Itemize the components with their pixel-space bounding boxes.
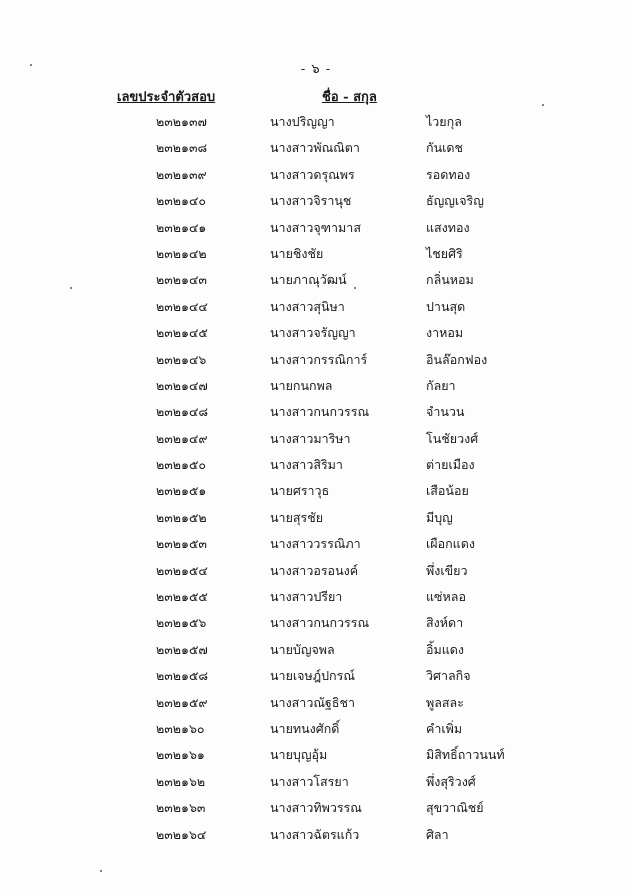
first-name-cell: นางสาวกรรณิการ์ bbox=[270, 351, 368, 367]
scan-speck bbox=[70, 287, 72, 289]
table-row bbox=[0, 377, 632, 403]
table-row bbox=[0, 773, 632, 799]
table-row bbox=[0, 614, 632, 640]
table-row bbox=[0, 139, 632, 165]
exam-id-cell: ๒๓๒๑๓๘ bbox=[156, 140, 208, 156]
table-row bbox=[0, 641, 632, 667]
exam-id-cell: ๒๓๒๑๕๘ bbox=[156, 668, 209, 684]
first-name-cell: นายบุญอุ้ม bbox=[270, 747, 328, 763]
last-name-cell: กันเดช bbox=[426, 140, 463, 156]
last-name-cell: จำนวน bbox=[426, 404, 465, 420]
table-row bbox=[0, 192, 632, 218]
table-row bbox=[0, 562, 632, 588]
last-name-cell: ธัญญเจริญ bbox=[426, 193, 484, 209]
first-name-cell: นางสาวจรัญญา bbox=[270, 325, 356, 341]
table-row bbox=[0, 113, 632, 139]
last-name-cell: แสงทอง bbox=[426, 219, 470, 235]
first-name-cell: นางสาวณัฐธิชา bbox=[270, 694, 355, 710]
scan-speck bbox=[354, 287, 356, 289]
last-name-cell: คำเพิ่ม bbox=[426, 720, 463, 736]
table-row bbox=[0, 324, 632, 350]
first-name-cell: นายสุรชัย bbox=[270, 509, 324, 525]
first-name-cell: นางสาวอรอนงค์ bbox=[270, 562, 359, 578]
exam-id-cell: ๒๓๒๑๔๓ bbox=[156, 272, 207, 288]
exam-id-cell: ๒๓๒๑๕๐ bbox=[156, 457, 207, 473]
last-name-cell: อินล๊อกฟอง bbox=[426, 351, 488, 367]
first-name-cell: นางสาวสิริมา bbox=[270, 457, 343, 473]
scan-speck bbox=[30, 64, 32, 66]
first-name-cell: นางสาวโสรยา bbox=[270, 773, 349, 789]
exam-id-cell: ๒๓๒๑๕๓ bbox=[156, 536, 207, 552]
first-name-cell: นายบัญจพล bbox=[270, 641, 335, 657]
exam-id-cell: ๒๓๒๑๖๓ bbox=[156, 800, 206, 816]
exam-id-cell: ๒๓๒๑๔๕ bbox=[156, 325, 208, 341]
last-name-cell: ต่ายเมือง bbox=[426, 457, 475, 473]
last-name-cell: พึ่งเขียว bbox=[426, 562, 468, 578]
first-name-cell: นายภาณุวัฒน์ bbox=[270, 272, 347, 288]
last-name-cell: สิงห์ดา bbox=[426, 615, 464, 631]
table-row bbox=[0, 720, 632, 746]
last-name-cell: เผือกแดง bbox=[426, 536, 475, 552]
first-name-cell: นายศราวุธ bbox=[270, 483, 330, 499]
last-name-cell: เสือน้อย bbox=[426, 483, 469, 499]
header-full-name: ชื่อ - สกุล bbox=[322, 90, 377, 105]
exam-id-cell: ๒๓๒๑๔๑ bbox=[156, 219, 207, 235]
last-name-cell: กลิ่นหอม bbox=[426, 272, 474, 288]
first-name-cell: นางสาวจิรานุช bbox=[270, 193, 352, 209]
exam-id-cell: ๒๓๒๑๔๒ bbox=[156, 245, 207, 261]
exam-id-cell: ๒๓๒๑๕๕ bbox=[156, 589, 208, 605]
table-row bbox=[0, 403, 632, 429]
table-row bbox=[0, 298, 632, 324]
last-name-cell: แซ่หลอ bbox=[426, 589, 466, 605]
last-name-cell: ปานสุด bbox=[426, 298, 466, 314]
exam-id-cell: ๒๓๒๑๕๒ bbox=[156, 509, 207, 525]
first-name-cell: นายเจษฎ์ปกรณ์ bbox=[270, 668, 355, 684]
first-name-cell: นางสาวพัณณิตา bbox=[270, 140, 360, 156]
last-name-cell: รอดทอง bbox=[426, 166, 471, 182]
last-name-cell: สุขวาณิชย์ bbox=[426, 800, 484, 816]
exam-id-cell: ๒๓๒๑๔๗ bbox=[156, 377, 208, 393]
first-name-cell: นางสาวมาริษา bbox=[270, 430, 351, 446]
table-row bbox=[0, 667, 632, 693]
last-name-cell: พึ่งสุริวงศ์ bbox=[426, 773, 476, 789]
exam-id-cell: ๒๓๒๑๔๐ bbox=[156, 193, 207, 209]
table-row bbox=[0, 456, 632, 482]
first-name-cell: นายชิงชัย bbox=[270, 245, 324, 261]
exam-id-cell: ๒๓๒๑๖๔ bbox=[156, 826, 207, 842]
last-name-cell: พูลสละ bbox=[426, 694, 464, 710]
table-row bbox=[0, 219, 632, 245]
exam-id-cell: ๒๓๒๑๔๖ bbox=[156, 351, 207, 367]
first-name-cell: นางสาวกนกวรรณ bbox=[270, 615, 370, 631]
table-row bbox=[0, 351, 632, 377]
last-name-cell: งาหอม bbox=[426, 325, 464, 341]
exam-id-cell: ๒๓๒๑๕๗ bbox=[156, 641, 208, 657]
exam-id-cell: ๒๓๒๑๔๙ bbox=[156, 430, 208, 446]
table-row bbox=[0, 588, 632, 614]
table-row bbox=[0, 535, 632, 561]
first-name-cell: นายกนกพล bbox=[270, 377, 333, 393]
first-name-cell: นางสาวกนกวรรณ bbox=[270, 404, 370, 420]
table-row bbox=[0, 826, 632, 852]
exam-id-cell: ๒๓๒๑๖๑ bbox=[156, 747, 205, 763]
page-number: - ๖ - bbox=[300, 62, 332, 77]
scan-speck bbox=[542, 104, 544, 106]
table-row bbox=[0, 482, 632, 508]
exam-id-cell: ๒๓๒๑๕๔ bbox=[156, 562, 208, 578]
first-name-cell: นางสาวสุนิษา bbox=[270, 298, 345, 314]
table-row bbox=[0, 799, 632, 825]
exam-id-cell: ๒๓๒๑๔๘ bbox=[156, 404, 209, 420]
last-name-cell: โนชัยวงศ์ bbox=[426, 430, 479, 446]
last-name-cell: กัลยา bbox=[426, 377, 456, 393]
last-name-cell: ไชยศิริ bbox=[426, 245, 463, 261]
candidate-list bbox=[0, 113, 632, 852]
last-name-cell: มิสิทธิ์ถาวนนท์ bbox=[426, 747, 505, 763]
exam-id-cell: ๒๓๒๑๔๔ bbox=[156, 298, 208, 314]
first-name-cell: นางสาววรรณิภา bbox=[270, 536, 361, 552]
header-exam-id: เลขประจำตัวสอบ bbox=[117, 90, 216, 105]
first-name-cell: นายทนงศักดิ์ bbox=[270, 720, 340, 736]
last-name-cell: ศิลา bbox=[426, 826, 449, 842]
first-name-cell: นางสาวปรียา bbox=[270, 589, 343, 605]
exam-id-cell: ๒๓๒๑๕๑ bbox=[156, 483, 207, 499]
exam-id-cell: ๒๓๒๑๓๗ bbox=[156, 114, 207, 129]
exam-id-cell: ๒๓๒๑๕๙ bbox=[156, 694, 208, 710]
first-name-cell: นางสาวจุฑามาส bbox=[270, 219, 361, 235]
exam-id-cell: ๒๓๒๑๖๐ bbox=[156, 720, 205, 736]
last-name-cell: อิ้มแดง bbox=[426, 641, 465, 657]
exam-id-cell: ๒๓๒๑๓๙ bbox=[156, 166, 207, 182]
first-name-cell: นางปริญญา bbox=[270, 114, 335, 129]
first-name-cell: นางสาวฉัตรแก้ว bbox=[270, 826, 360, 842]
last-name-cell: ไวยกุล bbox=[426, 114, 462, 129]
table-row bbox=[0, 509, 632, 535]
last-name-cell: วิศาลกิจ bbox=[426, 668, 471, 684]
table-row bbox=[0, 245, 632, 271]
exam-id-cell: ๒๓๒๑๖๒ bbox=[156, 773, 206, 789]
table-row bbox=[0, 694, 632, 720]
table-row bbox=[0, 746, 632, 772]
scan-speck bbox=[100, 870, 102, 872]
first-name-cell: นางสาวทิพวรรณ bbox=[270, 800, 362, 816]
table-row bbox=[0, 430, 632, 456]
first-name-cell: นางสาวดรุณพร bbox=[270, 166, 355, 182]
table-row bbox=[0, 166, 632, 192]
last-name-cell: มีบุญ bbox=[426, 509, 453, 525]
exam-id-cell: ๒๓๒๑๕๖ bbox=[156, 615, 207, 631]
table-row bbox=[0, 271, 632, 297]
